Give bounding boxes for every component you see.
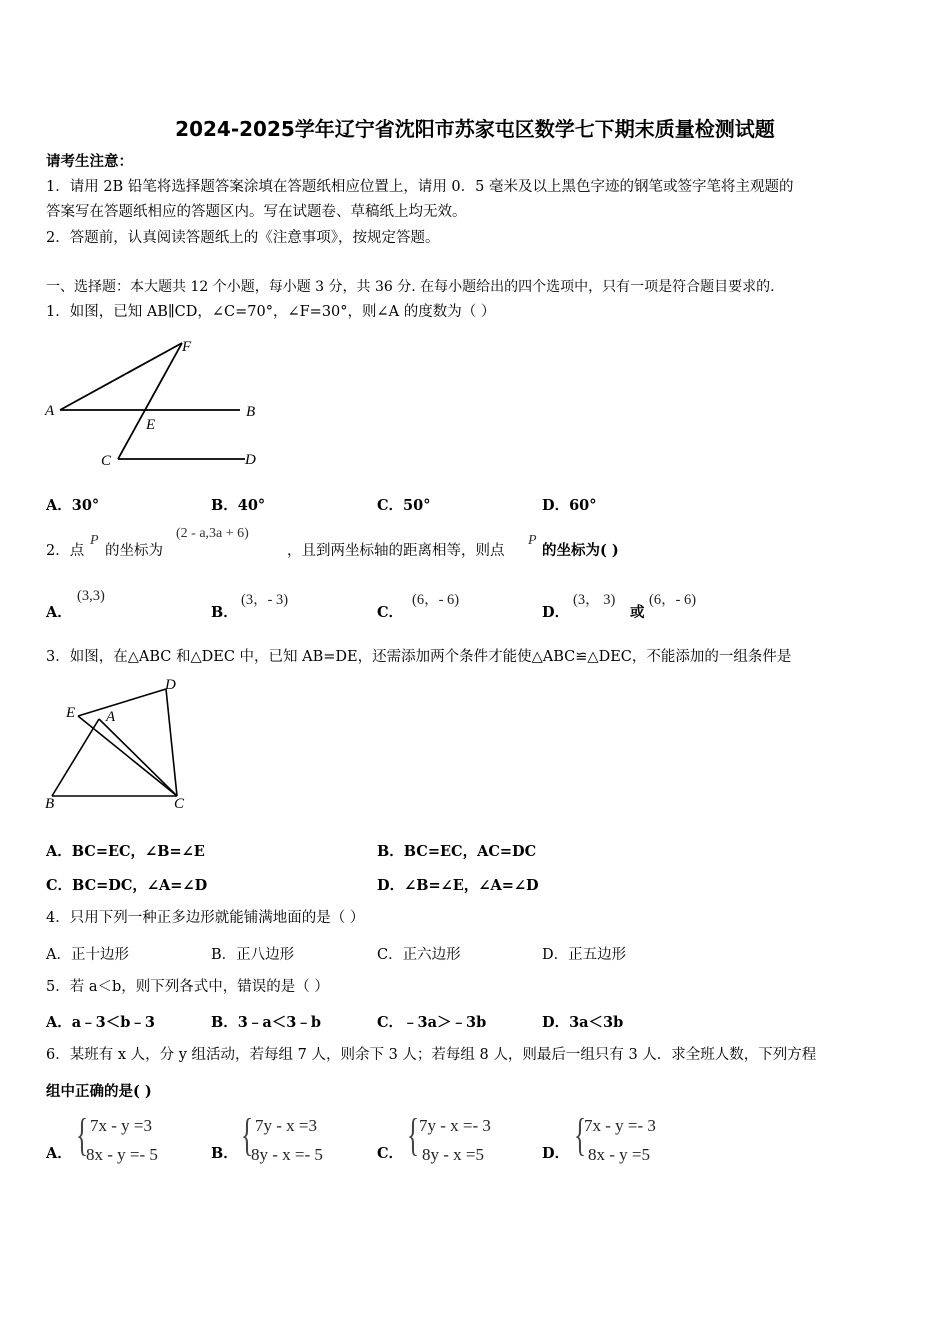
q3-figure <box>40 672 200 817</box>
label-d: D <box>245 452 256 468</box>
q2-option-d-label: D． <box>542 604 570 621</box>
q2-option-c-label: C． <box>377 604 404 621</box>
q6-option-a-eq1: 7x - y =3 <box>90 1116 152 1135</box>
q6-option-a-eq2: 8x - y =- 5 <box>86 1145 158 1164</box>
q6-option-c-eq1: 7y - x =- 3 <box>419 1116 491 1135</box>
q2-option-d-value: (3， 3) <box>573 592 616 608</box>
q2-option-a-value: (3,3) <box>77 588 105 604</box>
q6-option-b-eq1: 7y - x =3 <box>255 1116 317 1135</box>
q2-coordinate: (2 - a,3a + 6) <box>176 526 249 541</box>
q4-option-d: D．正五边形 <box>542 947 627 963</box>
page-title: 2024-2025学年辽宁省沈阳市苏家屯区数学七下期末质量检测试题 <box>175 117 775 141</box>
q6-option-a-label: A． <box>46 1145 72 1162</box>
q4-option-b: B．正八边形 <box>211 947 295 963</box>
label-a: A <box>45 403 55 419</box>
notice-heading: 请考生注意： <box>46 153 133 170</box>
q6-stem-1: 6．某班有 x 人，分 y 组活动，若每组 7 人，则余下 3 人；若每组 8 人，则最后一组只有 3 人．求全班人数，下列方程 <box>46 1047 817 1063</box>
q6-option-d-eq2: 8x - y =5 <box>588 1145 650 1164</box>
q5-option-a: A．a﹣3＜b﹣3 <box>46 1014 155 1031</box>
q2-option-c-value: (6，- 6) <box>412 592 460 608</box>
q6-option-c-eq2: 8y - x =5 <box>422 1145 484 1164</box>
q4-stem: 4．只用下列一种正多边形就能铺满地面的是（ ） <box>46 910 365 926</box>
q5-option-d: D．3a＜3b <box>542 1014 624 1031</box>
label-b: B <box>45 796 55 812</box>
label-c: C <box>174 796 185 812</box>
label-f: F <box>182 339 192 355</box>
q2-stem-1: 2．点 <box>46 543 85 559</box>
q2-point-p-2: P <box>528 533 537 548</box>
q5-stem: 5．若 a＜b，则下列各式中，错误的是（ ） <box>46 979 329 995</box>
q3-option-a: A．BC=EC，∠B=∠E <box>46 843 205 860</box>
q2-option-d-or: 或 <box>630 604 645 621</box>
q6-option-a-brace: { <box>76 1109 89 1160</box>
q1-option-b: B．40° <box>211 497 266 514</box>
q2-option-d-extra: (6，- 6) <box>649 592 697 608</box>
q6-option-d-eq1: 7x - y =- 3 <box>584 1116 656 1135</box>
line-ac <box>99 719 177 796</box>
label-d: D <box>165 677 176 693</box>
label-a: A <box>106 709 116 725</box>
label-c: C <box>101 453 112 469</box>
q6-stem-2: 组中正确的是( ) <box>46 1083 152 1100</box>
q6-option-b-label: B． <box>211 1145 238 1162</box>
q1-figure <box>40 335 270 470</box>
q1-stem: 1．如图，已知 AB∥CD，∠C=70°，∠F=30°，则∠A 的度数为（ ） <box>46 304 496 320</box>
q6-option-b-eq2: 8y - x =- 5 <box>251 1145 323 1164</box>
q2-option-a-label: A． <box>46 604 72 621</box>
q2-stem-4: 的坐标为( ) <box>542 542 619 559</box>
q6-option-b-brace: { <box>241 1109 254 1160</box>
label-e: E <box>66 705 76 721</box>
q5-option-b: B．3﹣a＜3﹣b <box>211 1014 321 1031</box>
q2-stem-3: ，且到两坐标轴的距离相等，则点 <box>287 543 505 559</box>
q3-option-d: D．∠B=∠E，∠A=∠D <box>377 877 539 894</box>
line-dc <box>166 689 177 796</box>
line-ba <box>52 719 99 796</box>
q6-option-c-label: C． <box>377 1145 404 1162</box>
label-e: E <box>146 417 156 433</box>
q5-option-c: C．﹣3a＞﹣3b <box>377 1014 487 1031</box>
q6-option-d-brace: { <box>574 1109 587 1160</box>
q2-point-p: P <box>90 533 99 548</box>
section-heading: 一、选择题：本大题共 12 个小题，每小题 3 分，共 36 分. 在每小题给出的四个选项中，只有一项是符合题目要求的. <box>46 279 775 295</box>
q2-stem-2: 的坐标为 <box>105 543 163 559</box>
q2-option-b-value: (3，- 3) <box>241 592 289 608</box>
q3-option-c: C．BC=DC，∠A=∠D <box>46 877 208 894</box>
q3-stem: 3．如图，在△ABC 和△DEC 中，已知 AB=DE，还需添加两个条件才能使△ABC≌△DEC，不能添加的一组条件是 <box>46 649 792 665</box>
q4-option-a: A．正十边形 <box>46 947 129 963</box>
q1-option-c: C．50° <box>377 497 431 514</box>
q6-option-c-brace: { <box>407 1109 420 1160</box>
label-b: B <box>246 404 256 420</box>
notice-line-1a: 1．请用 2B 铅笔将选择题答案涂填在答题纸相应位置上，请用 0．5 毫米及以上黑色字迹的钢笔或签字笔将主观题的 <box>46 179 794 195</box>
notice-line-1b: 答案写在答题纸相应的答题区内。写在试题卷、草稿纸上均无效。 <box>46 204 467 220</box>
q4-option-c: C．正六边形 <box>377 947 461 963</box>
line-ed <box>78 689 166 716</box>
q1-option-a: A．30° <box>46 497 100 514</box>
q1-option-d: D．60° <box>542 497 597 514</box>
q2-option-b-label: B． <box>211 604 238 621</box>
q3-option-b: B．BC=EC，AC=DC <box>377 843 537 860</box>
q6-option-d-label: D． <box>542 1145 570 1162</box>
notice-line-2: 2．答题前，认真阅读答题纸上的《注意事项》，按规定答题。 <box>46 230 440 246</box>
